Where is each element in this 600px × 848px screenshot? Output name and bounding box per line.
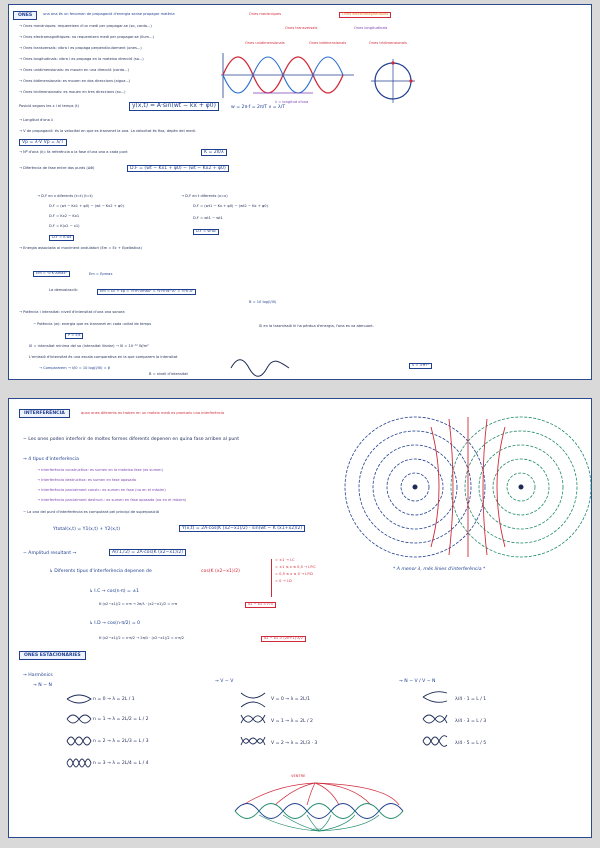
legend-electromagnetic: Ones electromagnètiques xyxy=(339,12,391,18)
interference-definition: quan ones diferents es troben en un mateix medi es produeix una interferència xyxy=(81,411,225,415)
case-line: = 0,5 ≤ x ≤ 0 → I.P.D xyxy=(275,571,313,576)
interference-types-title: → 4 tipus d'interferència xyxy=(23,457,79,462)
position-time-label: Posició segons les x i el temps (t) xyxy=(19,104,79,108)
propagation-equation: Vp = λ·V Vp = λ/T xyxy=(19,139,67,146)
power-equation: P = E/t xyxy=(65,333,83,339)
ones-definition: una ona és un fenomen de propagació d'energia sense propagar matèria xyxy=(43,12,175,16)
wave-number-equation: K = 2π/λ xyxy=(201,149,227,156)
power-title: → Potència i intensitat: nivell d'intensitat d'una ona sonora xyxy=(19,310,125,314)
interference-diagram xyxy=(349,417,589,557)
amplitude-title: − Amplitud resultant → xyxy=(23,551,77,556)
sphere-surface: S = 4·π·r² xyxy=(409,363,432,369)
dependence-label: ↳ Diferents tipus d'interferència depenen de xyxy=(49,569,152,574)
derivation-line: D.F = (wt1 − Kx + φ0) − (wt2 − Kx + φ0) xyxy=(193,204,268,208)
amplitude-equation: A(r1,r2) = 2A·cos(K (x2−x1)/2) xyxy=(109,549,186,556)
derivation-result: D.F = W·Δt xyxy=(193,229,219,235)
harmonics-title: → Harmònics xyxy=(23,673,53,678)
decibel-equation: B = 10 log(I/I0) xyxy=(249,300,277,304)
intensity-threshold: I0 = intensitat mínima del so (intensitat llindar) → I0 = 10⁻¹² W/m² xyxy=(29,344,149,348)
standing-wave-sketches xyxy=(9,689,569,779)
list-item: → Ones bidimensionals: es mouen en dos direccions (aigua...) xyxy=(19,79,131,83)
superposition-equation: Ytotal(x,t) = Y1(x,t) + Y2(x,t) xyxy=(53,527,120,532)
harmonic-row: V = 1 → λ = 2L / 2 xyxy=(271,719,313,724)
power-definition: − Potència (w): energia que es transmet en cada unitat de temps xyxy=(33,322,152,326)
legend-longitudinal: Ones longitudinals xyxy=(354,26,388,30)
list-item: → Ones electromagnètiques: no requereixen medi per propagar-se (llum...) xyxy=(19,35,154,39)
wavelength-note: * A menor λ, més línies d'interferència * xyxy=(393,567,486,572)
legend-mechanical: Ones mecàniques xyxy=(249,12,282,16)
energy-max: Em = Epmax xyxy=(89,272,113,276)
derivation-line: → D.F en t diferents (x=x) xyxy=(181,194,228,198)
harmonic-row: n = 3 → λ = 2L/4 = L / 4 xyxy=(93,761,149,766)
node-label: NODE xyxy=(311,828,322,832)
cosine-term: cos(K (x2−x1)/2) xyxy=(201,569,240,574)
notes-page-waves xyxy=(8,4,592,380)
derivation-result: D.F = K·Δx xyxy=(49,235,74,241)
harmonic-row: V = 2 → λ = 2L/3 · 3 xyxy=(271,741,318,746)
harmonic-row: n = 2 → λ = 2L/3 = L / 3 xyxy=(93,739,149,744)
superposition-result: Y(x,t) = 2A·cos(K (x2−x1)/2) · sin(wt − K (x1+x2)/2) xyxy=(179,525,305,532)
legend-transverse: Ones transversals xyxy=(285,26,318,30)
list-item: → Interferència destructiva: es sumen en fase oposada xyxy=(37,478,136,482)
column-antinode-antinode: → V − V xyxy=(215,679,234,684)
derivation-line: D.F = wt1 − wt1 xyxy=(193,216,223,220)
ic-derivation: K·(x2−x1)/2 = n·π → 2π/λ · (x2−x1)/2 = n·π xyxy=(99,602,178,606)
phase-difference-equation: D.F = (wt − Kx1 + φ0) − (wt − Kx2 + φ0) xyxy=(127,165,229,172)
harmonic-row: V = 0 → λ = 2L/1 xyxy=(271,697,311,702)
derivation-line: D.F = (wt − Kx1 + φ0) − (wt − Kx2 + φ0) xyxy=(49,204,124,208)
legend-tridimensional: Ones tridimensionals xyxy=(369,41,407,45)
case-line: = 0 → I.D xyxy=(275,578,292,583)
list-item: → Interferència parcialment constr.: es sumen en fase (no en el màxim) xyxy=(37,488,166,492)
harmonic-row: λ/4 · 3 = L / 3 xyxy=(455,719,487,724)
stationary-waves-title: ONES ESTACIONÀRIES xyxy=(19,651,86,660)
energy-demo-equation: Em = Ec + Ep = ½·m·Vmax² = ½·m·W²·A² = ½·K·A² xyxy=(97,289,196,295)
propagation-speed: → V de propagació: és la velocitat en que es transmet la ona. La velocitat és fixa, depèn del medi. xyxy=(19,129,196,133)
page-title-ones: ONES xyxy=(13,11,37,20)
wave-number-item: → Nº d'ona (k): fa referència a la fase d'una ona a cada punt xyxy=(19,150,128,154)
antinode-node-diagram xyxy=(235,781,405,833)
notes-page-interference xyxy=(8,398,592,838)
column-node-antinode: → N − V / V − N xyxy=(399,679,436,684)
intensity-scale: L'emissió d'intensitat és una escala comparativa en la que comparem la intensitat xyxy=(29,355,178,359)
list-item: → Ones longitudinals: vibra i es propaga en la mateixa direcció (so...) xyxy=(19,57,144,61)
phase-difference-title: → Diferència de fase entre dos punts (ΔΦ) xyxy=(19,166,95,170)
case-line: = ±1 ≤ x ≤ 0,5 → I.P.C xyxy=(275,564,316,569)
energy-title: → Energia associada al moviment ondulatori (Em = Ec + Epelàstica) xyxy=(19,246,142,250)
wavelength-label: λ = longitud d'ona xyxy=(275,100,309,104)
energy-equation: Em = ½·K·Amax² xyxy=(33,271,70,277)
wavelength-item: → Longitud d'ona λ xyxy=(19,118,54,122)
legend-bidimensional: Ones bidimensionals xyxy=(309,41,347,45)
antinode-label: VENTRE xyxy=(291,774,306,778)
list-item: → Ones transversals: vibra i es propaga perpendicularment (ones...) xyxy=(19,46,142,50)
harmonic-row: λ/4 · 5 = L / 5 xyxy=(455,741,487,746)
derivation-line: D.F = K(x2 − x1) xyxy=(49,224,80,228)
id-result: x2 − x1 = (2n+1)·λ/2 xyxy=(261,636,306,642)
interference-cases xyxy=(271,559,316,597)
case-line: = ±1 → I.C xyxy=(275,558,295,562)
list-item: → Ones unidimensionals: es mouen en una direcció (corda...) xyxy=(19,68,129,72)
id-title: ↳ I.D → cos(n·π/2) = 0 xyxy=(89,621,141,626)
harmonic-row: n = 0 → λ = 2L / 1 xyxy=(93,697,135,702)
phase-circle-diagram xyxy=(371,59,415,103)
intensity-b-label: B = nivell d'intensitat xyxy=(149,372,188,376)
intensity-compare: → Compararem → I/I0 = 10 log(I/I0) = β xyxy=(39,366,111,370)
derivation-line: D.F = Kx2 − Kx1 xyxy=(49,214,80,218)
energy-demo-label: La demostració: xyxy=(49,288,78,292)
superposition-note: − La ona del punt d'interferència es computarà pel principi de superposició xyxy=(23,510,159,514)
list-item: → Ones tridimensionals: es mouen en tres direccions (so...) xyxy=(19,90,126,94)
wave-relations: w = 2π·f = 2π/T v = λ/T xyxy=(231,105,286,110)
column-node-node: → N − N xyxy=(33,683,52,688)
ic-title: ↳ I.C → cos(n·π) = ±1 xyxy=(89,589,140,594)
wave-equation: y(x,t) = A·sin(wt − kx + φ0) xyxy=(129,102,219,111)
page-title-interference: INTERFERÈNCIA xyxy=(19,409,70,418)
harmonic-row: n = 1 → λ = 2L/2 = L / 2 xyxy=(93,717,149,722)
list-item: → Interferència constructiva: es sumen en la mateixa fase (es sumen) xyxy=(37,468,163,472)
derivation-line: → D.F en x diferents (t=t) (t=t) xyxy=(37,194,93,198)
legend-unidimensional: Ones unidimensionals xyxy=(245,41,285,45)
ic-result: x2 − x1 = n·λ xyxy=(245,602,276,608)
interference-phase-note: − Les ones poden interferir de moltes formes diferents depenen en quina fase arriben al punt xyxy=(23,437,240,442)
list-item: → Interferència parcialment destruct.: es sumen en fase oposada (no en el màxim) xyxy=(37,498,187,502)
attenuation-wave-sketch xyxy=(231,357,291,379)
id-derivation: K·(x2−x1)/2 = n·π/2 → 2π/λ · (x2−x1)/2 = n·π/2 xyxy=(99,636,185,640)
harmonic-row: λ/4 · 1 = L / 1 xyxy=(455,697,487,702)
attenuation-note: Si en la trasmissió hi ha pèrdua d'energia, l'ona es va atenuant. xyxy=(259,324,374,328)
list-item: → Ones mecàniques: requereixen d'un medi per propagar-se (so, corda...) xyxy=(19,24,152,28)
